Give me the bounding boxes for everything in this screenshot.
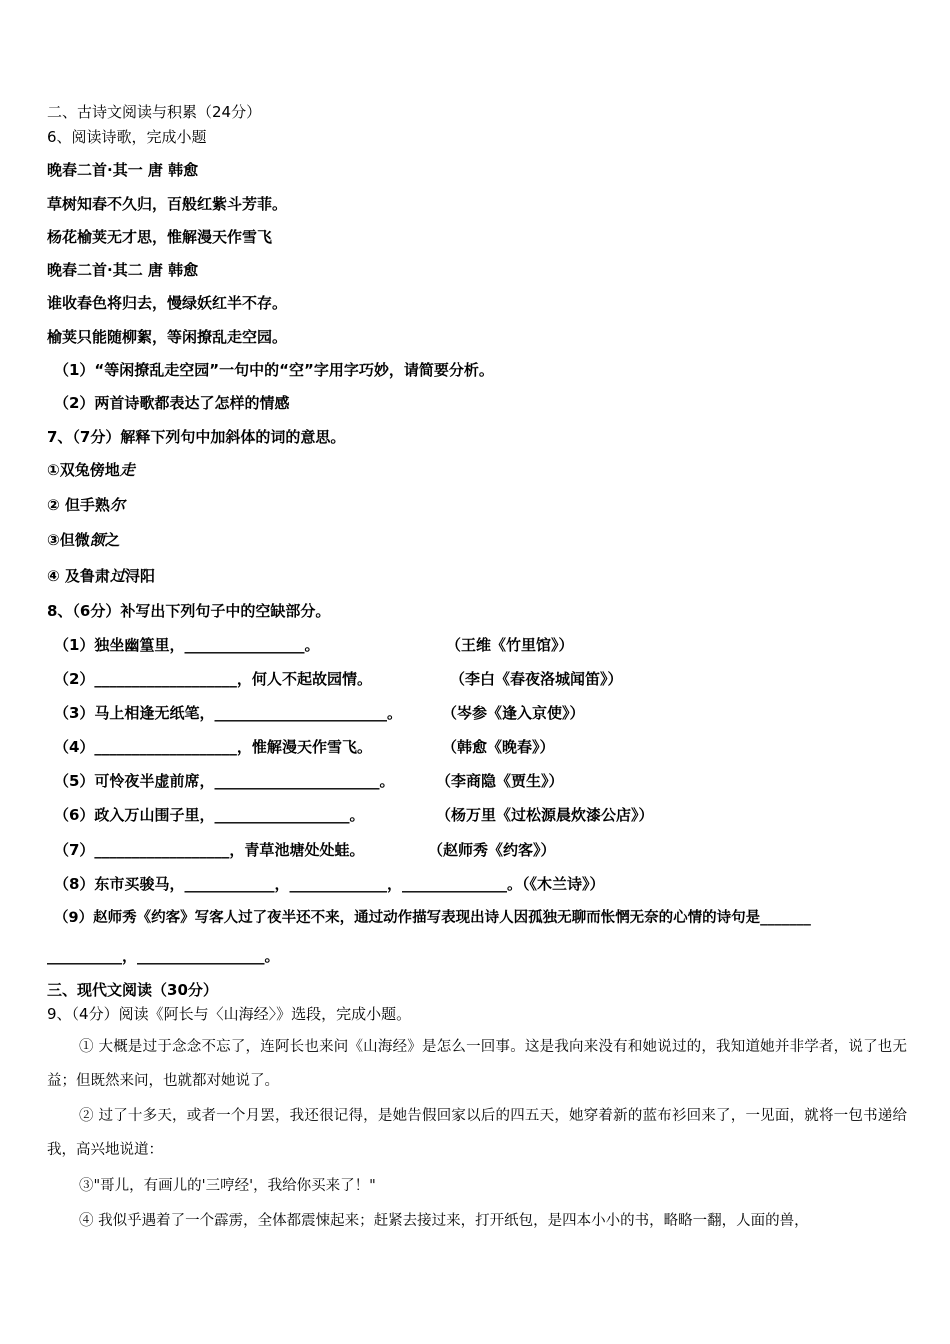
italic-word: 尔: [109, 496, 125, 514]
question-8-source-1: （王维《竹里馆》）: [446, 636, 574, 654]
question-8-line-4: （4）___________________，惟解漫天作雪飞。: [54, 738, 372, 756]
question-8-source-4: （韩愈《晚春》）: [442, 738, 555, 756]
poem-1-title: 晚春二首·其一 唐 韩愈: [47, 161, 199, 179]
question-8-source-2: （李白《春夜洛城闻笛》）: [450, 670, 623, 688]
item-prefix: ④ 及鲁肃: [47, 567, 110, 585]
passage-paragraph-4: ④ 我似乎遇着了一个霹雳，全体都震悚起来；赶紧去接过来，打开纸包，是四本小小的书，略略一翻，人面的兽，: [79, 1213, 809, 1229]
question-7-label: 7、（7分）解释下列句中加斜体的词的意思。: [47, 428, 346, 446]
item-prefix: ①双兔傍地: [47, 461, 120, 479]
question-8-line-3: （3）马上相逢无纸笔，_______________________。: [54, 704, 402, 722]
question-6-sub-1: （1）“等闲撩乱走空园”一句中的“空”字用字巧妙，请简要分析。: [54, 361, 494, 379]
item-prefix: ② 但手熟: [47, 496, 110, 514]
question-7-item-2: [47, 495, 125, 515]
question-7-item-4: [47, 566, 155, 586]
question-8-line-6: （6）政入万山围子里，__________________。: [54, 806, 365, 824]
question-8-line-5: （5）可怜夜半虚前席，______________________。: [54, 772, 395, 790]
poem-2-line-1: 谁收春色将归去，慢绿妖红半不存。: [47, 294, 288, 312]
question-8-line-2: （2）___________________，何人不起故园情。: [54, 670, 372, 688]
question-8-source-3: （岑参《逢入京使》）: [442, 704, 585, 722]
section-heading-3: 三、现代文阅读（30分）: [47, 981, 218, 999]
item-suffix: 浔阳: [124, 567, 155, 585]
italic-word: 过: [109, 567, 125, 585]
item-prefix: ③但微: [47, 531, 90, 549]
question-8-line-7: （7）__________________，青草池塘处处蛙。: [54, 841, 365, 859]
question-8-line-9b: __________，_________________。: [47, 947, 280, 965]
poem-1-line-2: 杨花榆荚无才思，惟解漫天作雪飞: [47, 228, 273, 246]
question-8-source-6: （杨万里《过松源晨炊漆公店》）: [436, 806, 654, 824]
question-9-label: 9、（4分）阅读《阿长与〈山海经〉》选段，完成小题。: [47, 1005, 412, 1023]
passage-paragraph-2: ② 过了十多天，或者一个月罢，我还很记得，是她告假回家以后的四五天，她穿着新的蓝布衫回来了，一见面，就将一包书递给我，高兴地说道：: [47, 1108, 907, 1158]
question-8-source-7: （赵师秀《约客》）: [428, 841, 556, 859]
passage-paragraph-1: ① 大概是过于念念不忘了，连阿长也来问《山海经》是怎么一回事。这是我向来没有和她说过的，我知道她并非学者，说了也无益；但既然来问，也就都对她说了。: [47, 1039, 907, 1089]
question-8-label: 8、（6分）补写出下列句子中的空缺部分。: [47, 602, 331, 620]
section-heading-2: 二、古诗文阅读与积累（24分）: [47, 103, 262, 121]
poem-2-line-2: 榆荚只能随柳絮，等闲撩乱走空园。: [47, 328, 288, 346]
question-8-line-1: （1）独坐幽篁里，________________。: [54, 636, 320, 654]
question-7-item-3: [47, 530, 120, 550]
question-6-label: 6、阅读诗歌，完成小题: [47, 128, 207, 146]
item-suffix: 之: [104, 531, 120, 549]
passage-paragraph-3: ③"哥儿，有画儿的'三哼经'，我给你买来了！": [79, 1178, 376, 1194]
question-7-item-1: [47, 460, 135, 480]
poem-1-line-1: 草树知春不久归，百般红紫斗芳菲。: [47, 195, 288, 213]
question-6-sub-2: （2）两首诗歌都表达了怎样的情感: [54, 394, 290, 412]
question-8-source-5: （李商隐《贾生》）: [436, 772, 564, 790]
poem-2-title: 晚春二首·其二 唐 韩愈: [47, 261, 199, 279]
italic-word: 颔: [89, 531, 105, 549]
italic-word: 走: [119, 461, 135, 479]
question-8-line-8: （8）东市买骏马，____________，_____________，______________。（《木兰诗》）: [54, 875, 605, 893]
question-8-line-9a: （9）赵师秀《约客》写客人过了夜半还不来，通过动作描写表现出诗人因孤独无聊而怅惘无奈的心情的诗句是_______: [54, 910, 811, 926]
